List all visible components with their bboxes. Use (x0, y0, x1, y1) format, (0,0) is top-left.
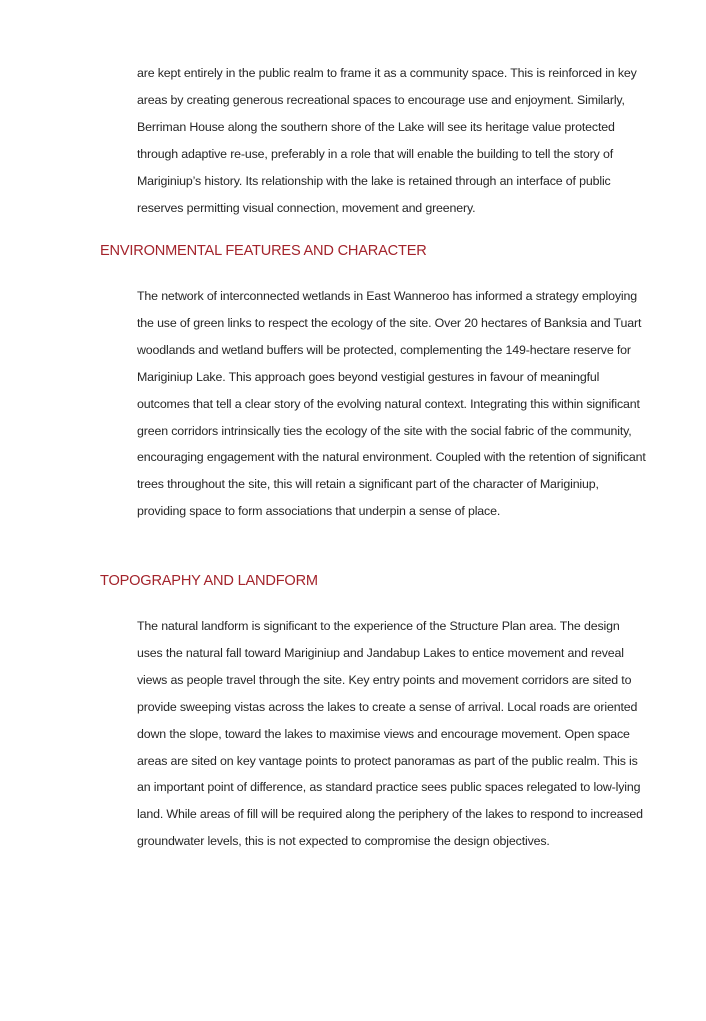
intro-paragraph: are kept entirely in the public realm to frame it as a community space. This is reinforced in key areas by creating generous recreational spaces to encourage use and enjoyment. Similarly, Berriman House along the southern shore of the Lake will see its heritage value protected through adaptive re-use, preferably in a role that will enable the building to tell the story of Mariginiup’s history. Its relationship with the lake is retained through an interface of public reserves permitting visual connection, movement and greenery. (137, 66, 637, 215)
heading-topography-landform: TOPOGRAPHY AND LANDFORM (100, 573, 318, 589)
heading-environmental-features: ENVIRONMENTAL FEATURES AND CHARACTER (100, 243, 427, 259)
topography-landform-paragraph: The natural landform is significant to the experience of the Structure Plan area. The design uses the natural fall toward Mariginiup and Jandabup Lakes to entice movement and reveal views as people travel through the site. Key entry points and movement corridors are sited to provide sweeping vistas across the lakes to create a sense of arrival. Local roads are oriented down the slope, toward the lakes to maximise views and encourage movement. Open space areas are sited on key vantage points to protect panoramas as part of the public realm. This is an important point of difference, as standard practice sees public spaces relegated to low-lying land. While areas of fill will be required along the periphery of the lakes to respond to increased groundwater levels, this is not expected to compromise the design objectives. (137, 619, 643, 849)
environmental-features-paragraph: The network of interconnected wetlands in East Wanneroo has informed a strategy employing the use of green links to respect the ecology of the site. Over 20 hectares of Banksia and Tuart woodlands and wetland buffers will be protected, complementing the 149-hectare reserve for Mariginiup Lake. This approach goes beyond vestigial gestures in favour of meaningful outcomes that tell a clear story of the evolving natural context. Integrating this within significant green corridors intrinsically ties the ecology of the site with the social fabric of the community, encouraging engagement with the natural environment. Coupled with the retention of significant trees throughout the site, this will retain a significant part of the character of Mariginiup, providing space to form associations that underpin a sense of place. (137, 289, 646, 519)
